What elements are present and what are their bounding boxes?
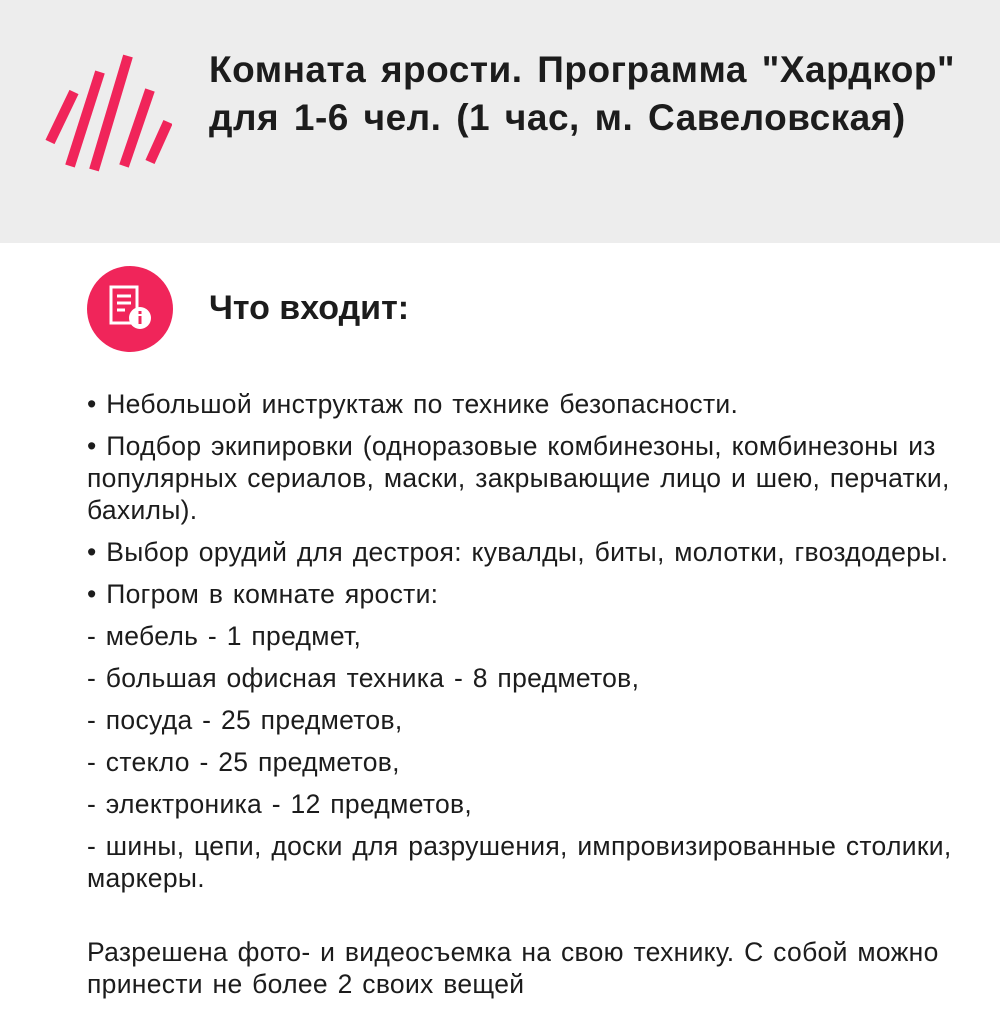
included-list: [87, 388, 977, 1010]
list-item: - шины, цепи, доски для разрушения, импровизированные столики, маркеры.: [87, 831, 952, 893]
list-item: • Погром в комнате ярости:: [87, 579, 439, 609]
brand-slashes-logo: [44, 54, 172, 174]
list-item: - стекло - 25 предметов,: [87, 747, 400, 777]
list-item: • Небольшой инструктаж по технике безопасности.: [87, 389, 739, 419]
list-item: - мебель - 1 предмет,: [87, 621, 362, 651]
document-info-icon: [87, 266, 173, 352]
list-item: - посуда - 25 предметов,: [87, 705, 403, 735]
section-title: Что входит:: [209, 289, 410, 327]
list-item: - большая офисная техника - 8 предметов,: [87, 663, 640, 693]
page-title: Комната ярости. Программа "Хардкор" для 1-6 чел. (1 час, м. Савеловская): [209, 49, 956, 138]
list-item: - электроника - 12 предметов,: [87, 789, 473, 819]
header-banner: [0, 0, 1000, 243]
list-item: • Подбор экипировки (одноразовые комбинезоны, комбинезоны из популярных сериалов, маски, закрывающие лицо и шею, перчатки, бахилы).: [87, 431, 950, 525]
note-paragraph: Разрешена фото- и видеосъемка на свою технику. С собой можно принести не более 2 своих вещей: [87, 937, 939, 999]
list-item: • Выбор орудий для дестроя: кувалды, биты, молотки, гвоздодеры.: [87, 537, 949, 567]
